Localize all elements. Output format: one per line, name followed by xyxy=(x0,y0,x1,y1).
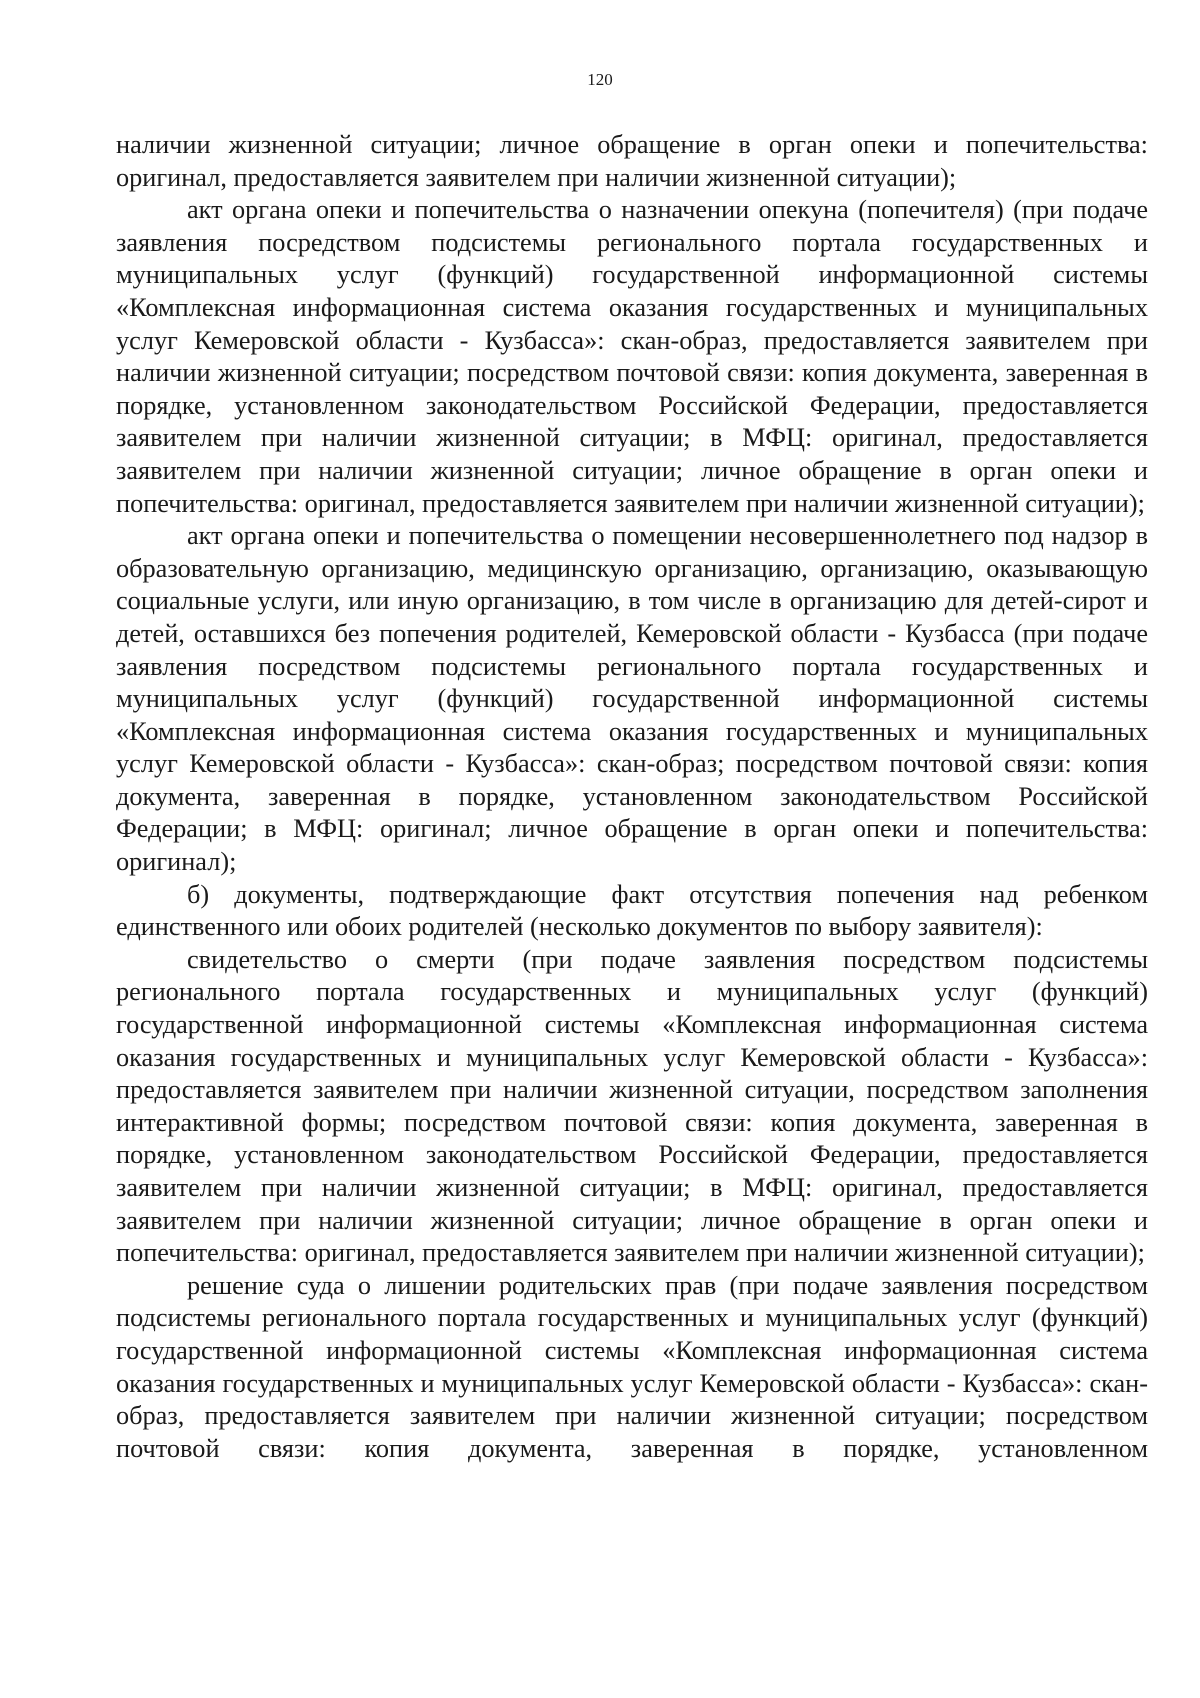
text-body xyxy=(116,129,1148,1465)
paragraph: наличии жизненной ситуации; личное обращение в орган опеки и попечительства: оригинал, предоставляется заявителем при наличии жизненной ситуации); xyxy=(116,130,1148,192)
page-number: 120 xyxy=(587,70,613,89)
paragraph: акт органа опеки и попечительства о помещении несовершеннолетнего под надзор в образовательную организацию, медицинскую организацию, организацию, оказывающую социальные услуги, или иную организацию, в том числе в организацию для детей-сирот и детей, оставшихся без попечения родителей, Кемеровской области - Кузбасса (при подаче заявления посредством подсистемы регионального портала государственных и муниципальных услуг (функций) государственной информационной системы «Комплексная информационная система оказания государственных и муниципальных услуг Кемеровской области - Кузбасса»: скан-образ; посредством почтовой связи: копия документа, заверенная в порядке, установленном законодательством Российской Федерации; в МФЦ: оригинал; личное обращение в орган опеки и попечительства: оригинал); xyxy=(116,521,1148,877)
paragraph: акт органа опеки и попечительства о назначении опекуна (попечителя) (при подаче заявления посредством подсистемы регионального портала государственных и муниципальных услуг (функций) государственной информационной системы «Комплексная информационная система оказания государственных и муниципальных услуг Кемеровской области - Кузбасса»: скан-образ, предоставляется заявителем при наличии жизненной ситуации; посредством почтовой связи: копия документа, заверенная в порядке, установленном законодательством Российской Федерации, предоставляется заявителем при наличии жизненной ситуации; в МФЦ: оригинал, предоставляется заявителем при наличии жизненной ситуации; личное обращение в орган опеки и попечительства: оригинал, предоставляется заявителем при наличии жизненной ситуации); xyxy=(116,195,1148,518)
paragraph: б) документы, подтверждающие факт отсутствия попечения над ребенком единственного или обоих родителей (несколько документов по выбору заявителя): xyxy=(116,879,1148,942)
paragraph: свидетельство о смерти (при подаче заявления посредством подсистемы регионального портала государственных и муниципальных услуг (функций) государственной информационной системы «Комплексная информационная система оказания государственных и муниципальных услуг Кемеровской области - Кузбасса»: предоставляется заявителем при наличии жизненной ситуации, посредством заполнения интерактивной формы; посредством почтовой связи: копия документа, заверенная в порядке, установленном законодательством Российской Федерации, предоставляется заявителем при наличии жизненной ситуации; в МФЦ: оригинал, предоставляется заявителем при наличии жизненной ситуации; личное обращение в орган опеки и попечительства: оригинал, предоставляется заявителем при наличии жизненной ситуации); xyxy=(116,944,1148,1268)
paragraph: решение суда о лишении родительских прав (при подаче заявления посредством подсистемы регионального портала государственных и муниципальных услуг (функций) государственной информационной системы «Комплексная информационная система оказания государственных и муниципальных услуг Кемеровской области - Кузбасса»: скан-образ, предоставляется заявителем при наличии жизненной ситуации; посредством почтовой связи: копия документа, заверенная в порядке, установленном xyxy=(116,1270,1148,1463)
